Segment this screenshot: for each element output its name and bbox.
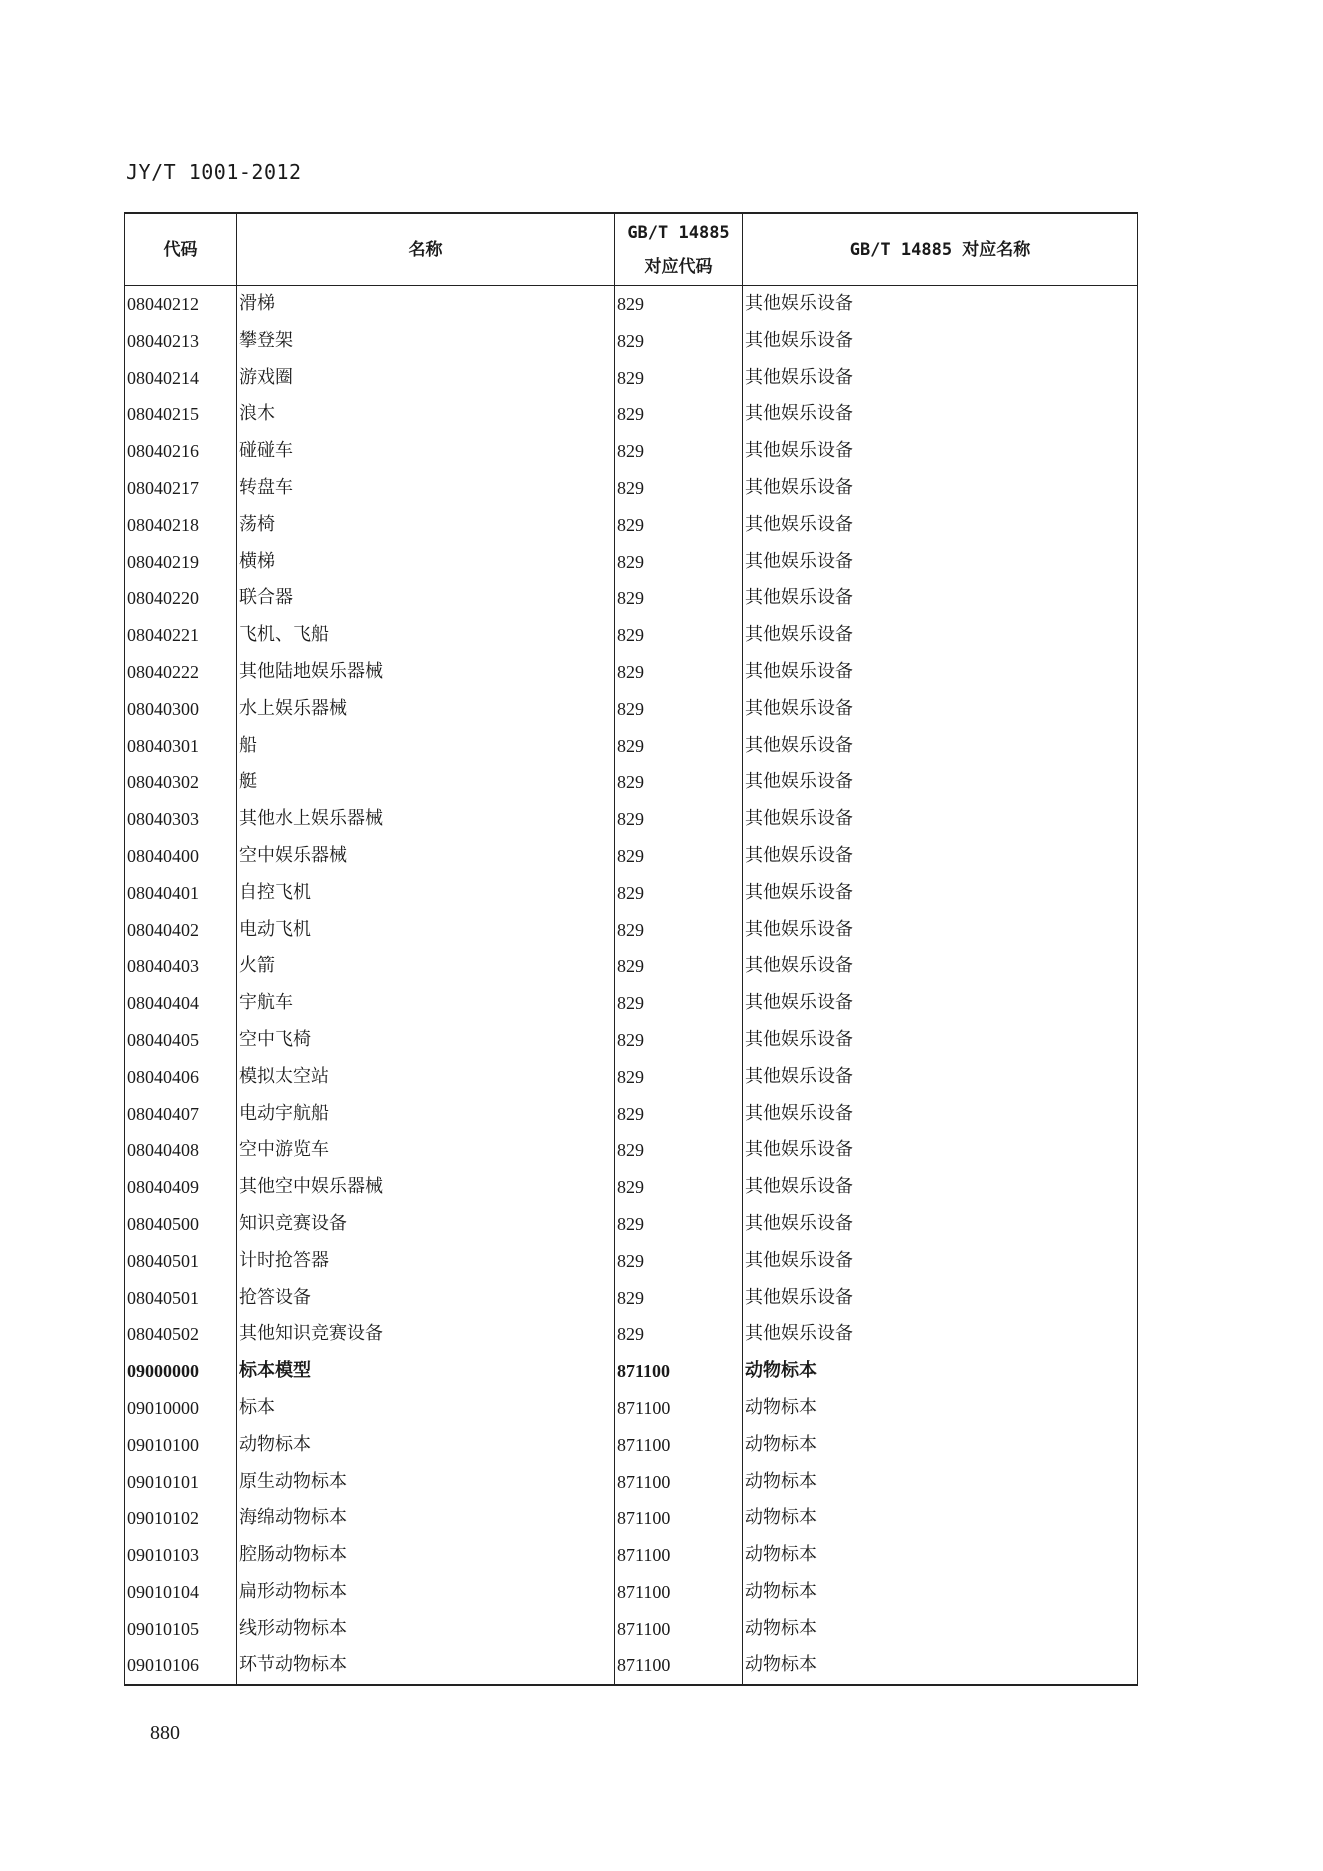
gb-name-cell: 其他娱乐设备: [743, 1206, 1138, 1243]
gb-name-cell: 其他娱乐设备: [743, 396, 1138, 433]
code-cell: 09010105: [125, 1611, 237, 1648]
table-row: [125, 1464, 1138, 1501]
table-row: [125, 1280, 1138, 1317]
name-cell: 宇航车: [237, 985, 615, 1022]
gb-name-cell: 其他娱乐设备: [743, 1280, 1138, 1317]
page-number: 880: [150, 1722, 180, 1744]
name-cell: 碰碰车: [237, 433, 615, 470]
code-cell: 08040303: [125, 801, 237, 838]
gb-code-cell: 829: [615, 580, 743, 617]
table-row: [125, 544, 1138, 581]
name-cell: 转盘车: [237, 470, 615, 507]
name-cell: 腔肠动物标本: [237, 1537, 615, 1574]
name-cell: 自控飞机: [237, 875, 615, 912]
header-gb-code-line1: GB/T 14885: [627, 222, 730, 243]
gb-code-cell: 829: [615, 470, 743, 507]
table-row: [125, 691, 1138, 728]
table-row: [125, 1132, 1138, 1169]
gb-code-cell: 829: [615, 875, 743, 912]
document-id: JY/T 1001-2012: [126, 160, 302, 184]
gb-name-cell: 其他娱乐设备: [743, 617, 1138, 654]
gb-name-cell: 其他娱乐设备: [743, 728, 1138, 765]
table-row: [125, 875, 1138, 912]
gb-name-cell: 其他娱乐设备: [743, 433, 1138, 470]
table-row: [125, 1611, 1138, 1648]
header-name: 名称: [237, 213, 615, 286]
code-cell: 08040501: [125, 1280, 237, 1317]
table-row: [125, 1427, 1138, 1464]
gb-code-cell: 829: [615, 544, 743, 581]
gb-code-cell: 829: [615, 838, 743, 875]
gb-name-cell: 其他娱乐设备: [743, 912, 1138, 949]
code-cell: 08040502: [125, 1316, 237, 1353]
name-cell: 其他陆地娱乐器械: [237, 654, 615, 691]
gb-name-cell: 动物标本: [743, 1500, 1138, 1537]
code-cell: 09010100: [125, 1427, 237, 1464]
code-cell: 09010101: [125, 1464, 237, 1501]
name-cell: 火箭: [237, 948, 615, 985]
gb-name-cell: 其他娱乐设备: [743, 801, 1138, 838]
gb-name-cell: 其他娱乐设备: [743, 1059, 1138, 1096]
name-cell: 抢答设备: [237, 1280, 615, 1317]
gb-name-cell: 其他娱乐设备: [743, 507, 1138, 544]
gb-code-cell: 829: [615, 360, 743, 397]
gb-code-cell: 829: [615, 617, 743, 654]
header-code: 代码: [125, 213, 237, 286]
table-row: [125, 323, 1138, 360]
name-cell: 空中飞椅: [237, 1022, 615, 1059]
table-row: [125, 580, 1138, 617]
gb-name-cell: 其他娱乐设备: [743, 654, 1138, 691]
gb-code-cell: 871100: [615, 1390, 743, 1427]
gb-name-cell: 其他娱乐设备: [743, 544, 1138, 581]
gb-name-cell: 动物标本: [743, 1537, 1138, 1574]
table-header-row: [125, 213, 1138, 286]
code-cell: 08040212: [125, 286, 237, 323]
gb-name-cell: 其他娱乐设备: [743, 1316, 1138, 1353]
code-cell: 09000000: [125, 1353, 237, 1390]
name-cell: 线形动物标本: [237, 1611, 615, 1648]
gb-code-cell: 829: [615, 912, 743, 949]
name-cell: 动物标本: [237, 1427, 615, 1464]
name-cell: 滑梯: [237, 286, 615, 323]
code-cell: 08040218: [125, 507, 237, 544]
code-cell: 08040220: [125, 580, 237, 617]
table-row: [125, 1574, 1138, 1611]
gb-name-cell: 其他娱乐设备: [743, 1096, 1138, 1133]
gb-code-cell: 829: [615, 1206, 743, 1243]
code-cell: 08040301: [125, 728, 237, 765]
name-cell: 知识竞赛设备: [237, 1206, 615, 1243]
gb-code-cell: 829: [615, 691, 743, 728]
name-cell: 计时抢答器: [237, 1243, 615, 1280]
code-cell: 08040401: [125, 875, 237, 912]
table-row: [125, 1390, 1138, 1427]
gb-code-cell: 829: [615, 1169, 743, 1206]
table-row: [125, 433, 1138, 470]
table-row: [125, 1243, 1138, 1280]
gb-name-cell: 其他娱乐设备: [743, 985, 1138, 1022]
code-cell: 08040406: [125, 1059, 237, 1096]
code-cell: 08040407: [125, 1096, 237, 1133]
gb-code-cell: 829: [615, 1132, 743, 1169]
name-cell: 其他知识竞赛设备: [237, 1316, 615, 1353]
name-cell: 荡椅: [237, 507, 615, 544]
gb-code-cell: 871100: [615, 1647, 743, 1685]
name-cell: 空中游览车: [237, 1132, 615, 1169]
gb-name-cell: 其他娱乐设备: [743, 1132, 1138, 1169]
table-row: [125, 617, 1138, 654]
gb-name-cell: 其他娱乐设备: [743, 360, 1138, 397]
gb-name-cell: 其他娱乐设备: [743, 286, 1138, 323]
table-row: [125, 728, 1138, 765]
table-row: [125, 838, 1138, 875]
gb-name-cell: 动物标本: [743, 1611, 1138, 1648]
code-table: [124, 212, 1138, 1686]
table-row: [125, 1500, 1138, 1537]
code-cell: 08040213: [125, 323, 237, 360]
name-cell: 电动宇航船: [237, 1096, 615, 1133]
gb-name-cell: 动物标本: [743, 1464, 1138, 1501]
gb-code-cell: 829: [615, 396, 743, 433]
gb-code-cell: 871100: [615, 1537, 743, 1574]
gb-code-cell: 829: [615, 728, 743, 765]
table-row: [125, 764, 1138, 801]
table-row: [125, 1316, 1138, 1353]
gb-name-cell: 动物标本: [743, 1647, 1138, 1685]
gb-code-cell: 829: [615, 1022, 743, 1059]
gb-name-cell: 其他娱乐设备: [743, 580, 1138, 617]
table-row: [125, 1353, 1138, 1390]
name-cell: 扁形动物标本: [237, 1574, 615, 1611]
gb-name-cell: 其他娱乐设备: [743, 470, 1138, 507]
table-row: [125, 801, 1138, 838]
gb-code-cell: 871100: [615, 1427, 743, 1464]
code-cell: 08040405: [125, 1022, 237, 1059]
table-row: [125, 1537, 1138, 1574]
table-row: [125, 507, 1138, 544]
table-row: [125, 396, 1138, 433]
table-row: [125, 360, 1138, 397]
gb-name-cell: 其他娱乐设备: [743, 1169, 1138, 1206]
gb-code-cell: 829: [615, 1280, 743, 1317]
name-cell: 电动飞机: [237, 912, 615, 949]
table-row: [125, 286, 1138, 323]
code-cell: 08040409: [125, 1169, 237, 1206]
code-cell: 08040501: [125, 1243, 237, 1280]
table-row: [125, 1096, 1138, 1133]
name-cell: 联合器: [237, 580, 615, 617]
table-row: [125, 1206, 1138, 1243]
gb-code-cell: 829: [615, 433, 743, 470]
header-gb-code: [615, 213, 743, 286]
table-row: [125, 1647, 1138, 1685]
code-cell: 08040408: [125, 1132, 237, 1169]
code-cell: 09010104: [125, 1574, 237, 1611]
gb-name-cell: 其他娱乐设备: [743, 875, 1138, 912]
gb-code-cell: 829: [615, 948, 743, 985]
code-cell: 09010106: [125, 1647, 237, 1685]
code-cell: 08040221: [125, 617, 237, 654]
gb-name-cell: 其他娱乐设备: [743, 948, 1138, 985]
code-cell: 09010102: [125, 1500, 237, 1537]
name-cell: 空中娱乐器械: [237, 838, 615, 875]
code-cell: 08040400: [125, 838, 237, 875]
table-row: [125, 948, 1138, 985]
name-cell: 艇: [237, 764, 615, 801]
name-cell: 水上娱乐器械: [237, 691, 615, 728]
gb-name-cell: 其他娱乐设备: [743, 1243, 1138, 1280]
gb-name-cell: 动物标本: [743, 1427, 1138, 1464]
code-cell: 09010000: [125, 1390, 237, 1427]
name-cell: 其他空中娱乐器械: [237, 1169, 615, 1206]
code-cell: 08040219: [125, 544, 237, 581]
gb-code-cell: 871100: [615, 1500, 743, 1537]
gb-code-cell: 871100: [615, 1611, 743, 1648]
name-cell: 其他水上娱乐器械: [237, 801, 615, 838]
table-body: [125, 286, 1138, 1686]
gb-name-cell: 动物标本: [743, 1574, 1138, 1611]
gb-code-cell: 829: [615, 985, 743, 1022]
gb-name-cell: 动物标本: [743, 1353, 1138, 1390]
header-gb-name: GB/T 14885 对应名称: [743, 213, 1138, 286]
name-cell: 船: [237, 728, 615, 765]
name-cell: 标本: [237, 1390, 615, 1427]
gb-code-cell: 829: [615, 1243, 743, 1280]
gb-code-cell: 829: [615, 654, 743, 691]
gb-code-cell: 871100: [615, 1353, 743, 1390]
table-row: [125, 1022, 1138, 1059]
gb-code-cell: 829: [615, 801, 743, 838]
name-cell: 海绵动物标本: [237, 1500, 615, 1537]
gb-code-cell: 829: [615, 764, 743, 801]
code-cell: 08040214: [125, 360, 237, 397]
name-cell: 标本模型: [237, 1353, 615, 1390]
gb-code-cell: 871100: [615, 1574, 743, 1611]
code-cell: 08040217: [125, 470, 237, 507]
code-cell: 08040215: [125, 396, 237, 433]
name-cell: 攀登架: [237, 323, 615, 360]
gb-code-cell: 829: [615, 286, 743, 323]
gb-code-cell: 829: [615, 1096, 743, 1133]
name-cell: 横梯: [237, 544, 615, 581]
code-cell: 08040222: [125, 654, 237, 691]
table-row: [125, 912, 1138, 949]
gb-name-cell: 其他娱乐设备: [743, 764, 1138, 801]
gb-code-cell: 829: [615, 1316, 743, 1353]
gb-code-cell: 829: [615, 1059, 743, 1096]
gb-name-cell: 其他娱乐设备: [743, 691, 1138, 728]
code-cell: 08040216: [125, 433, 237, 470]
name-cell: 游戏圈: [237, 360, 615, 397]
table-row: [125, 1169, 1138, 1206]
gb-code-cell: 871100: [615, 1464, 743, 1501]
gb-name-cell: 动物标本: [743, 1390, 1138, 1427]
gb-name-cell: 其他娱乐设备: [743, 1022, 1138, 1059]
code-cell: 08040403: [125, 948, 237, 985]
name-cell: 飞机、飞船: [237, 617, 615, 654]
table-row: [125, 470, 1138, 507]
code-cell: 08040402: [125, 912, 237, 949]
table-row: [125, 1059, 1138, 1096]
code-cell: 08040302: [125, 764, 237, 801]
gb-name-cell: 其他娱乐设备: [743, 323, 1138, 360]
name-cell: 环节动物标本: [237, 1647, 615, 1685]
name-cell: 原生动物标本: [237, 1464, 615, 1501]
gb-code-cell: 829: [615, 507, 743, 544]
gb-code-cell: 829: [615, 323, 743, 360]
code-cell: 08040300: [125, 691, 237, 728]
table-row: [125, 654, 1138, 691]
header-gb-code-line2: 对应代码: [644, 256, 713, 277]
code-cell: 08040500: [125, 1206, 237, 1243]
name-cell: 模拟太空站: [237, 1059, 615, 1096]
name-cell: 浪木: [237, 396, 615, 433]
table-row: [125, 985, 1138, 1022]
code-cell: 08040404: [125, 985, 237, 1022]
code-cell: 09010103: [125, 1537, 237, 1574]
gb-name-cell: 其他娱乐设备: [743, 838, 1138, 875]
